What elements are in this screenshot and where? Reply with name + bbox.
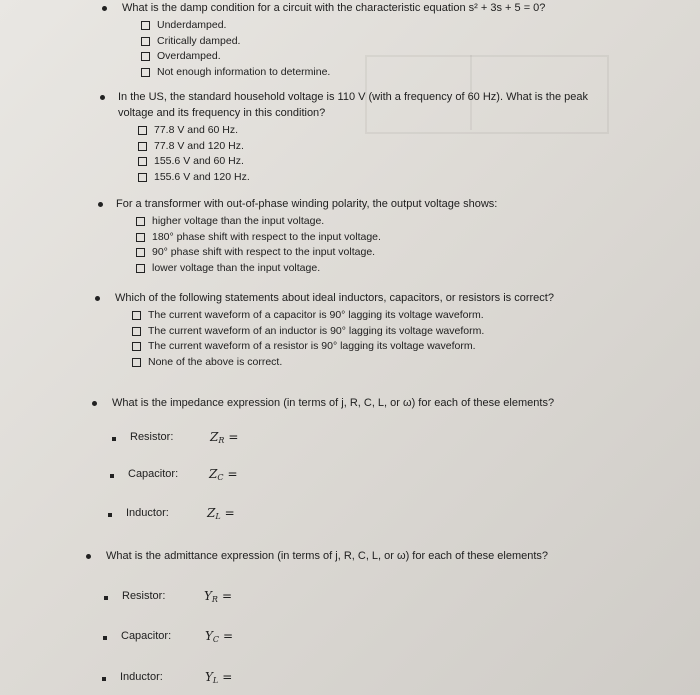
checkbox-icon[interactable] xyxy=(141,37,150,46)
checkbox-icon[interactable] xyxy=(141,52,150,61)
checkbox-icon[interactable] xyxy=(141,21,150,30)
question-text: What is the admittance expression (in terms of j, R, C, L, or ω) for each of these elements? xyxy=(106,550,549,562)
impedance-formula: $Z_L$ = xyxy=(207,506,235,521)
checkbox-icon[interactable] xyxy=(136,248,145,257)
checkbox-icon[interactable] xyxy=(136,264,145,273)
sub-bullet xyxy=(102,677,106,681)
checkbox-icon[interactable] xyxy=(132,311,141,320)
checkbox-icon[interactable] xyxy=(141,68,150,77)
answer-option[interactable]: The current waveform of a resistor is 90° lagging its voltage waveform. xyxy=(132,339,534,355)
checkbox-icon[interactable] xyxy=(138,126,147,135)
answer-option[interactable]: lower voltage than the input voltage. xyxy=(136,261,481,277)
sub-bullet xyxy=(104,596,108,600)
checkbox-icon[interactable] xyxy=(138,142,147,151)
question-text: What is the impedance expression (in terms of j, R, C, L, or ω) for each of these elements? xyxy=(112,397,555,409)
checkbox-icon[interactable] xyxy=(132,342,141,351)
checkbox-icon[interactable] xyxy=(136,233,145,242)
question-4 xyxy=(95,290,554,370)
sub-bullet xyxy=(112,437,116,441)
impedance-formula: $Z_R$ = xyxy=(210,430,239,445)
question-bullet xyxy=(98,202,103,207)
answer-option[interactable]: 77.8 V and 60 Hz. xyxy=(138,123,574,139)
question-6: What is the admittance expression (in terms of j, R, C, L, or ω) for each of these elements? Resistor: $Y_R$ = Capacitor: $Y_C$ = Inductor: $Y_L$ = xyxy=(86,548,666,693)
answer-option[interactable]: Critically damped. xyxy=(141,34,531,50)
answer-option[interactable]: Not enough information to determine. xyxy=(141,65,531,81)
answer-option[interactable]: 180° phase shift with respect to the input voltage. xyxy=(136,230,481,246)
question-text: For a transformer with out-of-phase winding polarity, the output voltage shows: xyxy=(116,198,498,210)
question-1 xyxy=(108,0,546,80)
impedance-formula: $Z_C$ = xyxy=(209,467,238,482)
answer-option[interactable]: None of the above is correct. xyxy=(132,355,534,371)
answer-option[interactable]: 77.8 V and 120 Hz. xyxy=(138,139,574,155)
sub-bullet xyxy=(110,474,114,478)
answer-option[interactable]: 155.6 V and 60 Hz. xyxy=(138,154,574,170)
sub-bullet xyxy=(103,636,107,640)
answer-option[interactable]: higher voltage than the input voltage. xyxy=(136,214,481,230)
checkbox-icon[interactable] xyxy=(138,173,147,182)
question-3 xyxy=(100,196,498,276)
answer-option[interactable]: The current waveform of a capacitor is 90° lagging its voltage waveform. xyxy=(132,308,534,324)
question-bullet xyxy=(86,554,91,559)
answer-option[interactable]: 155.6 V and 120 Hz. xyxy=(138,170,574,186)
question-bullet xyxy=(100,95,105,100)
admittance-formula: $Y_R$ = xyxy=(204,589,233,604)
checkbox-icon[interactable] xyxy=(138,157,147,166)
answer-option[interactable]: The current waveform of an inductor is 90° lagging its voltage waveform. xyxy=(132,324,534,340)
checkbox-icon[interactable] xyxy=(136,217,145,226)
checkbox-icon[interactable] xyxy=(132,327,141,336)
answer-option[interactable]: 90° phase shift with respect to the input voltage. xyxy=(136,245,481,261)
question-text: In the US, the standard household voltage is 110 V (with a frequency of 60 Hz). What is the peak voltage and its frequency in this condition? xyxy=(118,91,589,119)
question-2 xyxy=(104,89,589,185)
admittance-formula: $Y_L$ = xyxy=(205,670,233,685)
question-bullet xyxy=(92,401,97,406)
question-5: What is the impedance expression (in terms of j, R, C, L, or ω) for each of these elements? Resistor: $Z_R$ = Capacitor: $Z_C$ = Inductor: $Z_L$ = xyxy=(92,395,652,535)
question-text: Which of the following statements about ideal inductors, capacitors, or resistors is correct? xyxy=(115,292,554,304)
checkbox-icon[interactable] xyxy=(132,358,141,367)
question-text: What is the damp condition for a circuit with the characteristic equation s² + 3s + 5 = 0? xyxy=(122,2,546,14)
answer-option[interactable]: Underdamped. xyxy=(141,18,531,34)
answer-option[interactable]: Overdamped. xyxy=(141,49,531,65)
question-bullet xyxy=(102,6,107,11)
sub-bullet xyxy=(108,513,112,517)
question-bullet xyxy=(95,296,100,301)
admittance-formula: $Y_C$ = xyxy=(205,629,234,644)
